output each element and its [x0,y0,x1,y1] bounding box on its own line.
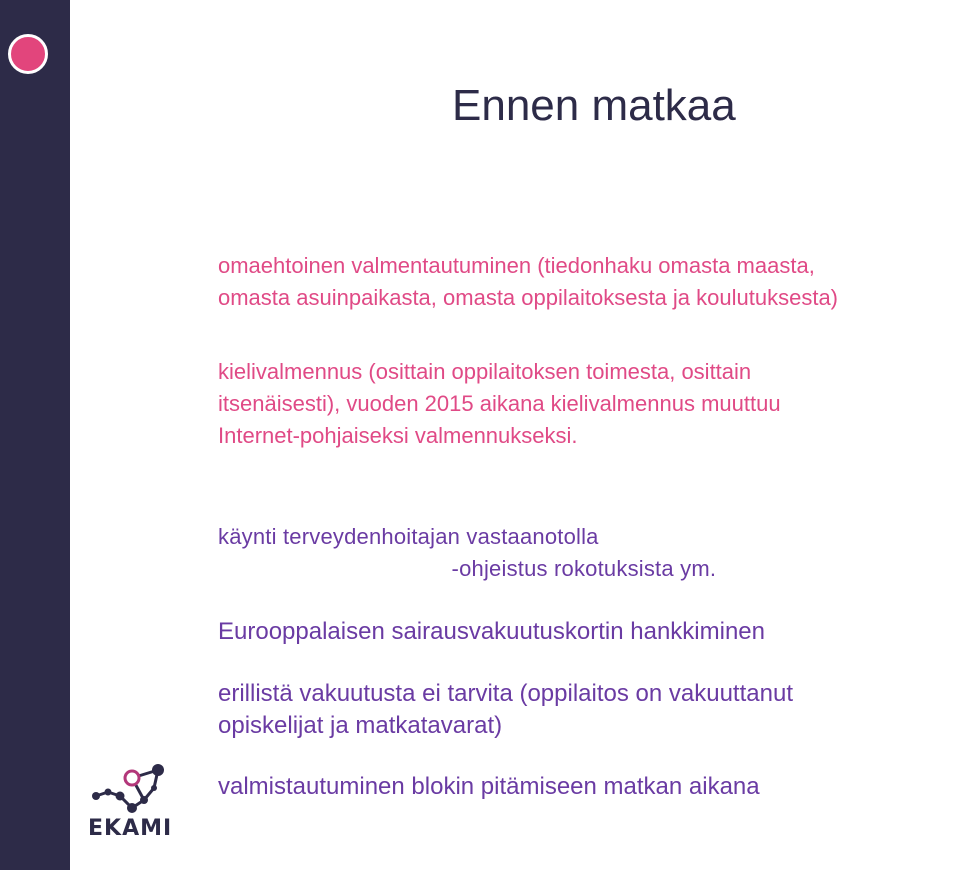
accent-dot [8,34,48,74]
bullet-item-2: kielivalmennus (osittain oppilaitoksen toimesta, osittain itsenäisesti), vuoden 2015 aikana kielivalmennus muuttuu Internet-pohjaiseksi valmennukseksi. [218,359,781,448]
bullet-item-4: Eurooppalaisen sairausvakuutuskortin hankkiminen [218,618,765,645]
slide-title: Ennen matkaa [452,81,736,130]
bullet-item-1: omaehtoinen valmentautuminen (tiedonhaku omasta maasta, omasta asuinpaikasta, omasta oppilaitoksesta ja koulutuksesta) [218,253,839,310]
bullet-item-3: käynti terveydenhoitajan vastaanotolla -ohjeistus rokotuksista ym. [218,524,717,581]
bullet-item-6: valmistautuminen blokin pitämiseen matkan aikana [218,773,760,800]
bullet-item-5: erillistä vakuutusta ei tarvita (oppilaitos on vakuuttanut opiskelijat ja matkatavarat) [218,680,793,739]
ekami-logo-text: EKAMI [88,816,173,841]
molecule-network-icon [86,758,166,814]
sidebar-band [0,0,70,870]
